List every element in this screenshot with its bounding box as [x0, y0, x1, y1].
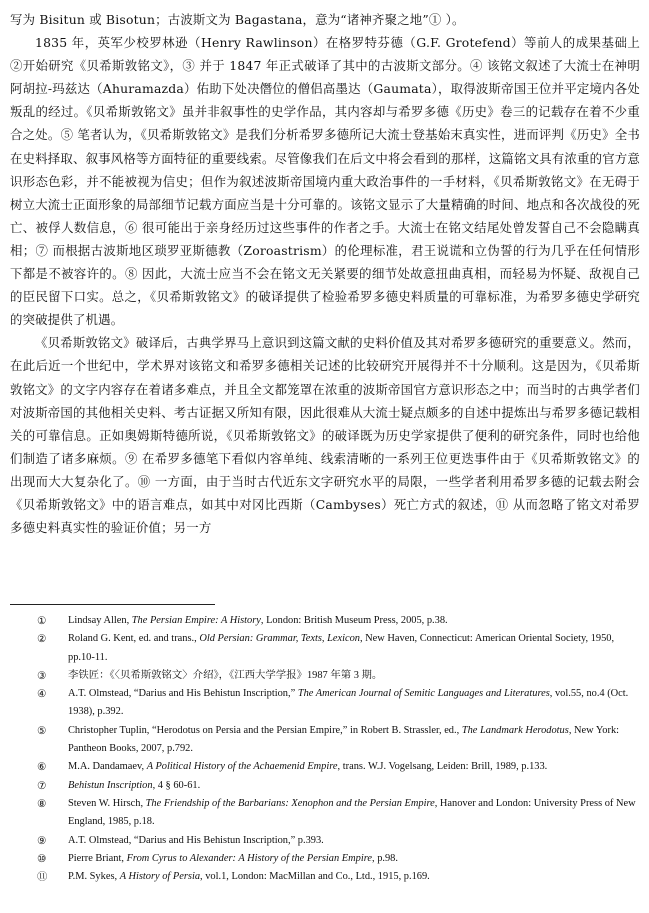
footnote-segment: , vol.1, London: MacMillan and Co., Ltd., 1915, p.169.: [200, 871, 430, 883]
footnote-text: [68, 795, 640, 832]
footnote-title: The American Journal of Semitic Languages and Literatures: [297, 688, 550, 700]
footnote-number: ⑪: [37, 871, 48, 884]
footnote: [10, 758, 640, 776]
footnote-number: ⑤: [37, 724, 47, 737]
footnote-segment: Pierre Briant,: [68, 852, 127, 864]
footnote: [10, 685, 640, 722]
footnote-text: [68, 758, 640, 776]
footnote-text: [68, 777, 640, 795]
paragraph-3: 《贝希斯敦铭文》破译后，古典学界马上意识到这篇文献的史料价值及其对希罗多德研究的重要意义。然而，在此后近一个世纪中，学术界对该铭文和希罗多德相关记述的比较研究开展得并不十分顺利。这是因为，《贝希斯敦铭文》的文字内容存在着诸多难点，并且全文都笼罩在浓重的波斯帝国官方意识形态之中；而当时的古典学者们对波斯帝国的其他相关史料、考古证据又所知有限，因此很难从大流士疑点颇多的自述中提炼出与希罗多德记载相关的可靠信息。正如奥姆斯特德所说，《贝希斯敦铭文》的破译既为历史学家提供了便利的研究条件，同时也给他们制造了诸多麻烦。⑨ 在希罗多德笔下看似内容单纯、线索清晰的一系列王位更迭事件由于《贝希斯敦铭文》的出现而大大复杂化了。⑩ 一方面，由于当时古代近东文字研究水平的局限，一些学者利用希罗多德的记载去附会《贝希斯敦铭文》中的语言难点，如其中对冈比西斯（Cambyses）死亡方式的叙述，⑪ 从而忽略了铭文对希罗多德史料真实性的验证价值；另一方: [10, 335, 640, 536]
footnote-text: [68, 630, 640, 667]
footnote-number: ③: [37, 669, 47, 682]
footnote-title: Behistun Inscription: [68, 779, 153, 791]
footnote-text: [68, 868, 640, 886]
footnote-segment: , p.98.: [372, 852, 398, 864]
footnote-title: The Persian Empire: A History: [131, 615, 261, 626]
footnote-segment: Steven W. Hirsch,: [68, 797, 146, 809]
footnote-number: ①: [37, 615, 47, 627]
footnote-segment: , New Haven, Connecticut: American Oriental Society, 1950, pp.10-11.: [68, 633, 615, 663]
footnote-title: A Political History of the Achaemenid Empire: [146, 761, 338, 773]
footnote: [10, 832, 640, 850]
paragraph-1: 写为 Bisitun 或 Bisotun；古波斯文为 Bagastana，意为“诸神齐聚之地”① ）。: [10, 12, 465, 27]
footnote: [10, 795, 640, 832]
footnote-segment: A.T. Olmstead, “Darius and His Behistun Inscription,”: [68, 688, 298, 700]
footnote: [10, 630, 640, 667]
footnote-segment: M.A. Dandamaev,: [68, 761, 147, 773]
footnote-number: ②: [37, 633, 47, 646]
body-text: [10, 8, 640, 539]
footnote-title: Old Persian: Grammar, Texts, Lexicon: [199, 633, 360, 645]
footnote-title: A History of Persia: [119, 871, 201, 883]
footnote-text: [68, 850, 640, 868]
footnote-divider: [10, 604, 215, 605]
footnote-text: [68, 612, 640, 630]
footnote-number: ④: [37, 688, 47, 701]
footnote-text: [68, 832, 640, 850]
footnote-text: [68, 667, 640, 685]
footnote-text: [68, 685, 640, 722]
footnote-segment: P.M. Sykes,: [68, 871, 120, 883]
footnote-segment: Christopher Tuplin, “Herodotus on Persia and the Persian Empire,” in Robert B. Strassler, ed.,: [68, 724, 462, 736]
footnote-number: ⑧: [37, 797, 47, 810]
footnote-number: ⑩: [37, 852, 47, 865]
footnote-segment: , London: British Museum Press, 2005, p.38.: [260, 615, 448, 626]
footnote: [10, 612, 640, 630]
footnote: [10, 850, 640, 868]
footnote-segment: 李铁匠：《〈贝希斯敦铭文〉介绍》，《江西大学学报》1987 年第 3 期。: [68, 669, 383, 681]
footnote-segment: , 4 § 60-61.: [152, 779, 201, 791]
footnote-number: ⑦: [37, 779, 47, 792]
footnote-segment: A.T. Olmstead, “Darius and His Behistun Inscription,” p.393.: [68, 834, 324, 846]
footnote-segment: Roland G. Kent, ed. and trans.,: [68, 633, 200, 645]
footnote-segment: , trans. W.J. Vogelsang, Leiden: Brill, 1989, p.133.: [337, 761, 548, 773]
footnotes: [10, 612, 640, 886]
paragraph-2: 1835 年，英军少校罗林逊（Henry Rawlinson）在格罗特芬德（G.F. Grotefend）等前人的成果基础上②开始研究《贝希斯敦铭文》，③ 并于 1847 年正式破译了其中的古波斯文部分。④ 该铭文叙述了大流士在神明阿胡拉-玛兹达（Ahuramazda）佑助下处决僭位的僧侣高墨达（Gaumata），取得波斯帝国王位并平定境内各处叛乱的经过。《贝希斯敦铭文》虽并非叙事性的史学作品，其内容却与希罗多德《历史》卷三的记载存在着不少重合之处。⑤ 笔者认为，《贝希斯敦铭文》是我们分析希罗多德所记大流士登基始末真实性，进而评判《历史》全书在史料择取、叙事风格等方面特征的重要线索。尽管像我们在后文中将会看到的那样，这篇铭文具有浓重的官方意识形态色彩，并不能被视为信史；但作为叙述波斯帝国境内重大政治事件的一手材料，《贝希斯敦铭文》在无碍于树立大流士正面形象的局部细节记载方面应当是十分可靠的。该铭文显示了大量精确的时间、地点和各次战役的死亡、被俘人数信息，⑥ 很可能出于亲身经历过这些事件的作者之手。大流士在铭文结尾处曾发誓自己不会隐瞒真相；⑦ 而根据古波斯地区琐罗亚斯德教（Zoroastrism）的伦理标准，君王说谎和立伪誓的行为几乎在任何情形下都是不被容许的。⑧ 因此，大流士应当不会在铭文无关紧要的细节处故意扭曲真相，而轻易为怀疑、敌视自己的臣民留下口实。总之，《贝希斯敦铭文》的破译提供了检验希罗多德史料质量的可靠标准，为希罗多德史学研究的突破提供了机遇。: [10, 35, 640, 328]
footnote-number: ⑨: [37, 834, 47, 847]
footnote-title: From Cyrus to Alexander: A History of the Persian Empire: [126, 852, 372, 864]
footnote-title: The Landmark Herodotus: [461, 724, 569, 736]
footnote-segment: Lindsay Allen,: [68, 615, 132, 626]
footnote-title: The Friendship of the Barbarians: Xenophon and the Persian Empire: [145, 797, 435, 809]
footnote: [10, 868, 640, 886]
footnote: [10, 777, 640, 795]
footnote-segment: , Hanover and London: University Press of New England, 1985, p.18.: [68, 797, 636, 828]
footnote: [10, 722, 640, 759]
footnote: [10, 667, 640, 685]
footnote-segment: , New York: Pantheon Books, 2007, p.792.: [68, 724, 620, 755]
footnote-segment: , vol.55, no.4 (Oct. 1938), p.392.: [68, 688, 629, 718]
footnote-number: ⑥: [37, 761, 47, 774]
footnote-text: [68, 722, 640, 759]
